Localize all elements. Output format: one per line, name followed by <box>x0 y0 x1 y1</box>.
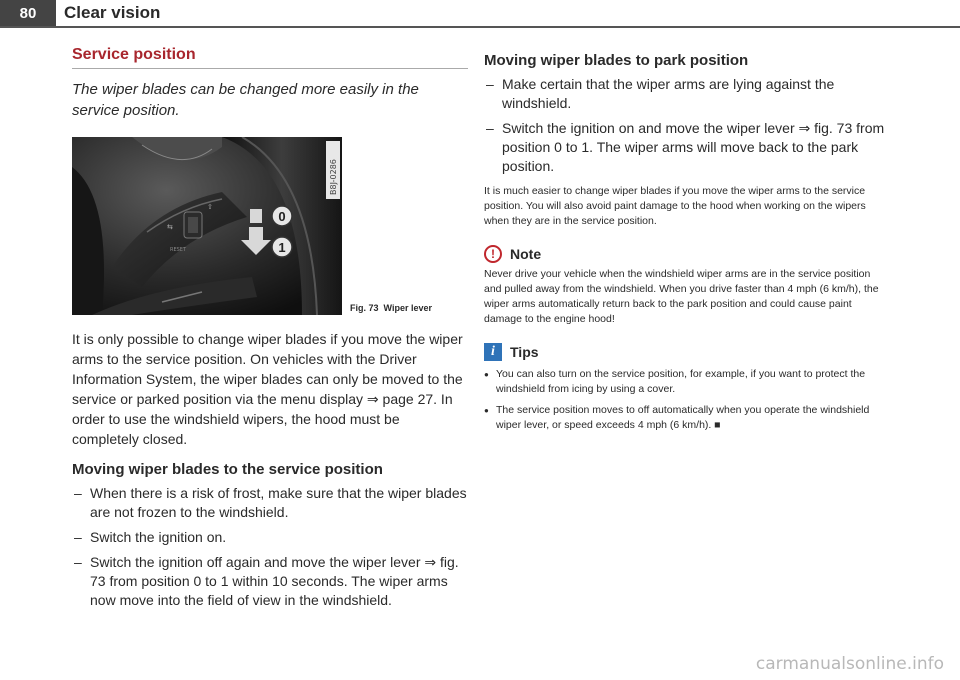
left-column <box>72 46 468 610</box>
service-step: – Switch the ignition on. <box>72 528 468 547</box>
note-text: Never drive your vehicle when the windshield wiper arms are in the service position and pulled away from the windshield. When you drive faster than 4 mph (6 km/h), the wiper arms automatically return back to the park position and could cause paint damage to the engine hood! <box>484 268 879 325</box>
service-position-subtitle: Moving wiper blades to the service position <box>72 461 383 478</box>
svg-text:RESET: RESET <box>170 247 187 253</box>
note-label: Note <box>510 246 542 262</box>
right-column <box>484 52 888 433</box>
caution-icon: ! <box>484 245 502 263</box>
position-0-label: 0 <box>278 209 286 224</box>
section-title: Service position <box>72 46 468 69</box>
info-icon: i <box>484 343 502 361</box>
figure-caption <box>350 303 432 313</box>
wiper-lever-figure <box>72 137 342 315</box>
park-position-subtitle: Moving wiper blades to park position <box>484 52 749 69</box>
tip-item: ● You can also turn on the service position, for example, if you want to protect the windshield from icing by using a cover. <box>484 367 888 397</box>
svg-text:⇧: ⇧ <box>207 203 213 211</box>
svg-text:⇆: ⇆ <box>167 223 173 231</box>
watermark: carmanualsonline.info <box>755 654 944 674</box>
tips-list <box>484 367 888 433</box>
figure-number: Fig. 73 <box>350 303 379 313</box>
park-step: – Switch the ignition on and move the wiper lever ⇒ fig. 73 from position 0 to 1. The wiper arms will move back to the park position. <box>484 119 888 176</box>
wiper-lever-illustration <box>72 137 342 315</box>
note-header <box>484 245 888 263</box>
figure-row <box>72 137 468 315</box>
figure-title: Wiper lever <box>383 303 432 313</box>
info-paragraph: It is much easier to change wiper blades if you move the wiper arms to the service position. You will also avoid paint damage to the hood when working on the wipers when they are in the service position. <box>484 185 866 227</box>
tips-header <box>484 343 888 361</box>
intro-text: The wiper blades can be changed more easily in the service position. <box>72 81 419 119</box>
header-rule <box>0 26 960 28</box>
service-steps-list <box>72 484 468 610</box>
park-steps-list <box>484 75 888 176</box>
service-step: – When there is a risk of frost, make sure that the wiper blades are not frozen to the windshield. <box>72 484 468 522</box>
service-position-paragraph: It is only possible to change wiper blades if you move the wiper arms to the service position. On vehicles with the Driver Information System, the wiper blades can only be moved to the service or parked position via the menu display ⇒ page 27. In order to use the windshield wipers, the hood must be completely closed. <box>72 331 463 447</box>
park-step: – Make certain that the wiper arms are lying against the windshield. <box>484 75 888 113</box>
figure-code: B8J-0286 <box>329 159 338 195</box>
tips-label: Tips <box>510 344 539 360</box>
service-step: – Switch the ignition off again and move the wiper lever ⇒ fig. 73 from position 0 to 1 within 10 seconds. The wiper arms now move into the field of view in the windshield. <box>72 553 468 610</box>
tip-item: ● The service position moves to off automatically when you operate the windshield wiper lever, or speed exceeds 4 mph (6 km/h). ■ <box>484 403 888 433</box>
chapter-title: Clear vision <box>64 3 161 22</box>
page-number: 80 <box>0 0 56 26</box>
position-1-label: 1 <box>278 240 286 255</box>
